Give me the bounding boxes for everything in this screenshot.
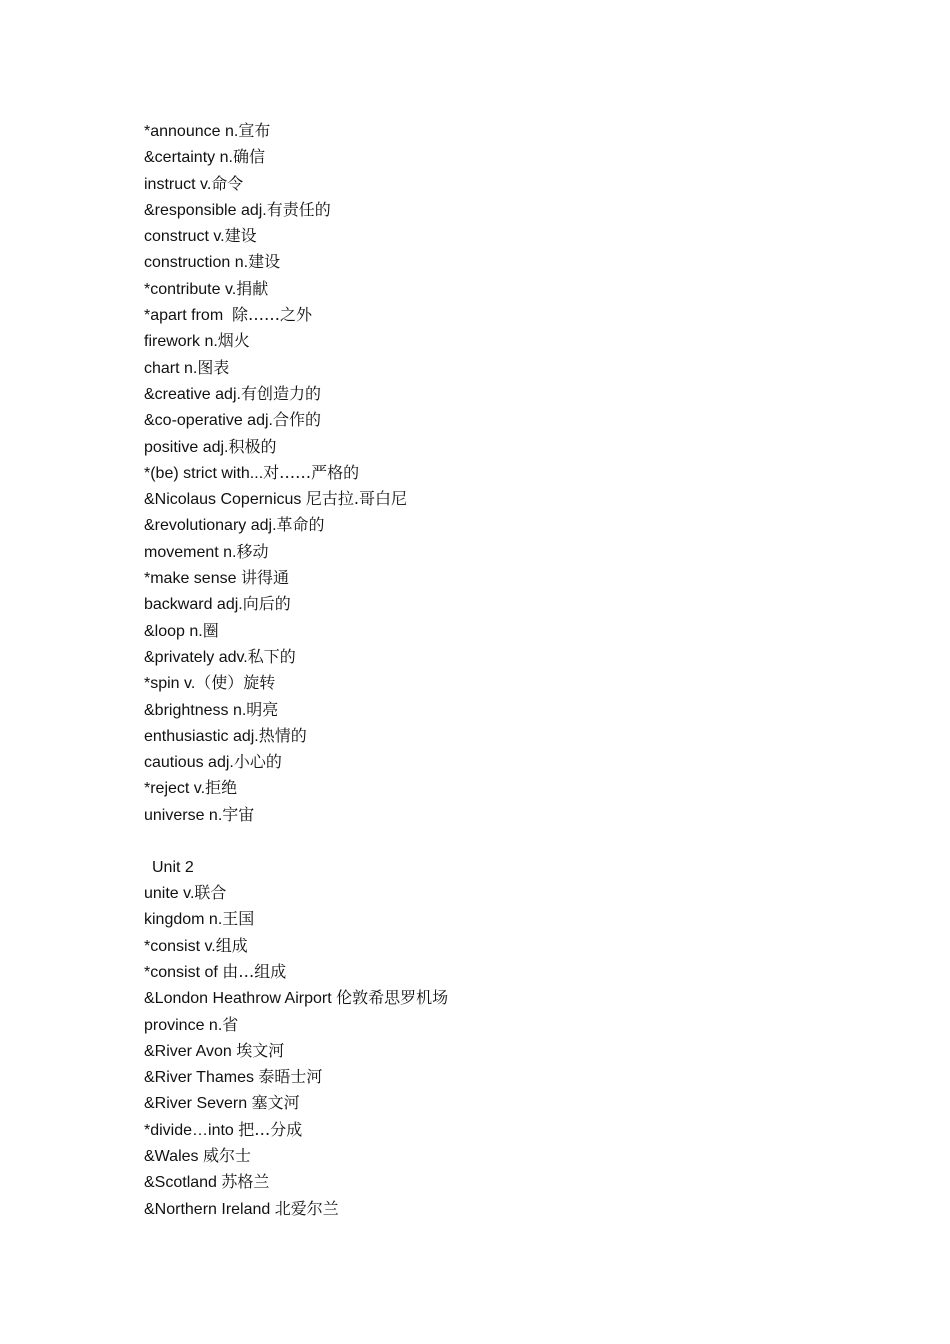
- vocab-word: *make sense: [144, 570, 241, 588]
- vocab-meaning: 宇宙: [222, 804, 255, 824]
- vocab-entry-cautious: [144, 749, 904, 775]
- vocab-meaning: 伦敦希思罗机场: [336, 988, 449, 1008]
- vocab-word: instruct v.: [144, 175, 212, 193]
- vocab-meaning: 建设: [248, 252, 281, 272]
- vocab-meaning: 明亮: [246, 699, 279, 719]
- vocab-entry-make-sense: [144, 565, 904, 591]
- vocab-word: firework n.: [144, 333, 218, 351]
- vocab-meaning: 泰晤士河: [258, 1067, 323, 1087]
- vocab-entry-contribute: [144, 276, 904, 302]
- vocab-entry-chart: [144, 355, 904, 381]
- vocab-entry-scotland: [144, 1169, 904, 1195]
- vocab-meaning: 埃文河: [236, 1040, 285, 1060]
- vocab-meaning: 小心的: [233, 752, 282, 772]
- vocab-meaning: （使）旋转: [195, 673, 276, 693]
- vocab-meaning: 建设: [224, 226, 257, 246]
- vocab-meaning: 有责任的: [266, 199, 331, 219]
- vocab-entry-certainty: [144, 144, 904, 170]
- vocab-entry-heathrow: [144, 985, 904, 1011]
- vocab-entry-enthusiastic: [144, 723, 904, 749]
- vocab-word: &revolutionary adj.: [144, 517, 277, 535]
- vocab-word: *consist of: [144, 963, 223, 981]
- vocab-word: &River Severn: [144, 1095, 252, 1113]
- vocab-meaning: 积极的: [228, 436, 277, 456]
- vocab-entry-wales: [144, 1143, 904, 1169]
- vocab-word: &London Heathrow Airport: [144, 990, 337, 1008]
- vocab-meaning: 圈: [202, 620, 219, 640]
- vocab-entry-universe: [144, 802, 904, 828]
- vocab-entry-backward: [144, 591, 904, 617]
- vocab-word: cautious adj.: [144, 754, 234, 772]
- vocab-entry-river-severn: [144, 1090, 904, 1116]
- vocab-word: unite v.: [144, 885, 195, 903]
- vocab-entry-river-thames: [144, 1064, 904, 1090]
- vocab-meaning: 尼古拉.哥白尼: [305, 489, 407, 509]
- vocab-entry-spin: [144, 670, 904, 696]
- vocab-meaning: 确信: [232, 147, 265, 167]
- vocab-word: &loop n.: [144, 622, 203, 640]
- vocab-entry-movement: [144, 539, 904, 565]
- vocab-meaning: 有创造力的: [240, 383, 321, 403]
- vocab-meaning: 合作的: [272, 410, 321, 430]
- vocab-word: construct v.: [144, 228, 225, 246]
- vocab-entry-river-avon: [144, 1038, 904, 1064]
- vocab-entry-privately: [144, 644, 904, 670]
- vocab-meaning: 捐献: [236, 278, 269, 298]
- vocab-word: *reject v.: [144, 780, 206, 798]
- vocab-word: &River Avon: [144, 1042, 237, 1060]
- vocab-word: universe n.: [144, 806, 223, 824]
- vocab-entry-creative: [144, 381, 904, 407]
- vocab-meaning: 王国: [222, 909, 255, 929]
- vocab-entry-consist: [144, 933, 904, 959]
- vocab-entry-construct: [144, 223, 904, 249]
- vocab-word: enthusiastic adj.: [144, 727, 259, 745]
- vocab-word: construction n.: [144, 254, 249, 272]
- vocab-entry-positive: [144, 434, 904, 460]
- vocab-meaning: 苏格兰: [221, 1172, 270, 1192]
- vocab-word: &privately adv.: [144, 648, 248, 666]
- vocab-word: &Wales: [144, 1147, 203, 1165]
- vocab-word: &Northern Ireland: [144, 1200, 275, 1218]
- vocab-entry-instruct: [144, 171, 904, 197]
- vocab-word: &Scotland: [144, 1174, 222, 1192]
- vocabulary-list: [144, 118, 904, 1222]
- vocab-entry-revolutionary: [144, 512, 904, 538]
- vocab-meaning: 省: [222, 1014, 239, 1034]
- vocab-meaning: 移动: [236, 541, 269, 561]
- vocab-entry-northern-ireland: [144, 1196, 904, 1222]
- vocab-meaning: 北爱尔兰: [274, 1198, 339, 1218]
- vocab-entry-province: [144, 1012, 904, 1038]
- vocab-word: *apart from: [144, 307, 233, 325]
- vocab-word: positive adj.: [144, 438, 229, 456]
- vocab-word: &responsible adj.: [144, 201, 267, 219]
- vocab-entry-unite: [144, 880, 904, 906]
- vocab-entry-loop: [144, 618, 904, 644]
- section-spacer: [144, 828, 904, 855]
- unit1-section: [144, 118, 904, 828]
- vocab-meaning: 热情的: [258, 725, 307, 745]
- vocab-entry-divide-into: [144, 1117, 904, 1143]
- vocab-word: *spin v.: [144, 675, 196, 693]
- vocab-meaning: 宣布: [238, 121, 271, 140]
- vocab-meaning: 向后的: [242, 594, 291, 614]
- vocab-meaning: 组成: [215, 935, 248, 955]
- vocab-meaning: 联合: [194, 883, 227, 903]
- vocab-word: &certainty n.: [144, 149, 233, 167]
- vocab-meaning: 拒绝: [205, 778, 238, 798]
- vocab-meaning: 讲得通: [240, 568, 289, 588]
- vocab-word: &River Thames: [144, 1069, 259, 1087]
- vocab-word: &brightness n.: [144, 701, 247, 719]
- vocab-word: chart n.: [144, 359, 198, 377]
- vocab-entry-strict-with: [144, 460, 904, 486]
- vocab-meaning: 把…分成: [238, 1119, 303, 1139]
- vocab-entry-brightness: [144, 697, 904, 723]
- vocab-entry-announce: [144, 118, 904, 144]
- vocab-word: *divide…into: [144, 1121, 239, 1139]
- vocab-meaning: 烟火: [217, 331, 250, 351]
- vocab-meaning: 塞文河: [251, 1093, 300, 1113]
- vocab-meaning: 对……严格的: [263, 462, 360, 482]
- vocab-word: backward adj.: [144, 596, 243, 614]
- vocab-entry-consist-of: [144, 959, 904, 985]
- vocab-meaning: 威尔士: [202, 1145, 251, 1165]
- vocab-entry-firework: [144, 328, 904, 354]
- vocab-meaning: 命令: [211, 173, 244, 193]
- vocab-word: *contribute v.: [144, 280, 237, 298]
- vocab-meaning: 由…组成: [222, 961, 287, 981]
- vocab-word: *consist v.: [144, 937, 216, 955]
- vocab-word: &co-operative adj.: [144, 412, 273, 430]
- vocab-meaning: 图表: [197, 357, 230, 377]
- vocab-entry-apart-from: [144, 302, 904, 328]
- vocab-word: &creative adj.: [144, 385, 241, 403]
- unit2-section: [144, 855, 904, 1222]
- vocab-entry-reject: [144, 775, 904, 801]
- vocab-entry-copernicus: [144, 486, 904, 512]
- vocab-word: &Nicolaus Copernicus: [144, 491, 306, 509]
- vocab-word: kingdom n.: [144, 911, 223, 929]
- vocab-word: movement n.: [144, 543, 237, 561]
- vocab-entry-responsible: [144, 197, 904, 223]
- vocab-word: province n.: [144, 1016, 223, 1034]
- vocab-entry-construction: [144, 249, 904, 275]
- vocab-meaning: 私下的: [247, 646, 296, 666]
- vocab-word: *(be) strict with...: [144, 464, 264, 482]
- vocab-meaning: 除……之外: [232, 305, 313, 325]
- vocab-word: *announce n.: [144, 123, 239, 140]
- vocab-entry-co-operative: [144, 407, 904, 433]
- vocab-meaning: 革命的: [276, 515, 325, 535]
- unit-heading: Unit 2: [152, 859, 194, 877]
- vocab-entry-kingdom: [144, 906, 904, 932]
